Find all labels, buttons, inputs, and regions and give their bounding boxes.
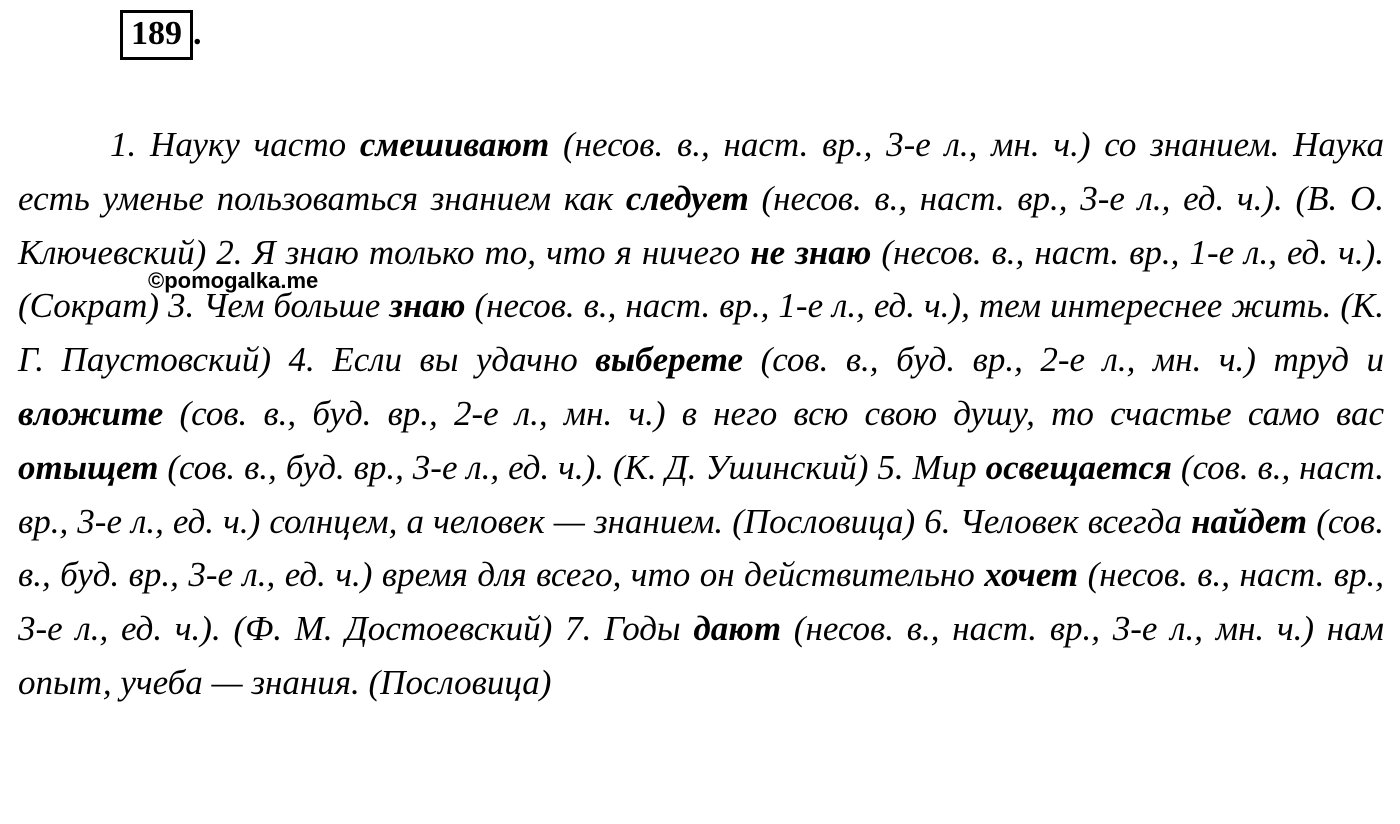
- highlighted-verb: дают: [693, 609, 782, 649]
- highlighted-verb: отыщет: [18, 447, 159, 487]
- text-segment: (несов. в., наст. вр., 3-е л., ед. ч.). (Ф. М. Достоевский) 7. Годы: [18, 555, 1385, 649]
- text-segment: (несов. в., наст. вр., 1-е л., ед. ч.). (Сократ) 3. Чем больше: [18, 232, 1384, 326]
- text-segment: (сов. в., буд. вр., 3-е л., ед. ч.) время для всего, что он действительно: [18, 501, 1384, 595]
- highlighted-verb: освещается: [985, 447, 1172, 487]
- highlighted-verb: выберете: [595, 340, 744, 380]
- text-segment: (несов. в., наст. вр., 3-е л., мн. ч.) со знанием. Наука есть уменье пользоваться знанием как: [18, 125, 1384, 218]
- text-segment: (несов. в., наст. вр., 1-е л., ед. ч.), тем интереснее жить. (К. Г. Паустовский) 4. Если вы удачно: [18, 286, 1384, 380]
- highlighted-verb: найдет: [1191, 501, 1308, 541]
- highlighted-verb: вложите: [18, 393, 164, 433]
- highlighted-verb: смешивают: [359, 125, 550, 164]
- text-segment: (сов. в., буд. вр., 3-е л., ед. ч.). (К. Д. Ушинский) 5. Мир: [158, 447, 986, 487]
- exercise-number-box: 189: [120, 10, 193, 60]
- highlighted-verb: хочет: [984, 555, 1079, 595]
- text-segment: (сов. в., буд. вр., 2-е л., мн. ч.) в него всю свою душу, то счастье само вас: [163, 393, 1384, 433]
- text-segment: (сов. в., буд. вр., 2-е л., мн. ч.) труд и: [743, 340, 1384, 380]
- exercise-text: [18, 118, 1384, 710]
- exercise-number-dot: .: [193, 15, 202, 52]
- text-segment: (несов. в., наст. вр., 3-е л., мн. ч.) нам опыт, учеба — знания. (Пословица): [18, 609, 1384, 702]
- watermark: ©pomogalka.me: [148, 268, 319, 293]
- text-segment: (сов. в., наст. вр., 3-е л., ед. ч.) солнцем, а человек — знанием. (Пословица) 6. Человек всегда: [18, 447, 1384, 541]
- highlighted-verb: следует: [625, 178, 749, 218]
- text-segment: (несов. в., наст. вр., 3-е л., ед. ч.). (В. О. Ключевский) 2. Я знаю только то, что я ничего: [18, 178, 1384, 272]
- exercise-number: [120, 10, 202, 60]
- highlighted-verb: не знаю: [750, 232, 872, 272]
- text-segment: 1. Науку часто: [110, 125, 360, 164]
- highlighted-verb: знаю: [389, 286, 466, 326]
